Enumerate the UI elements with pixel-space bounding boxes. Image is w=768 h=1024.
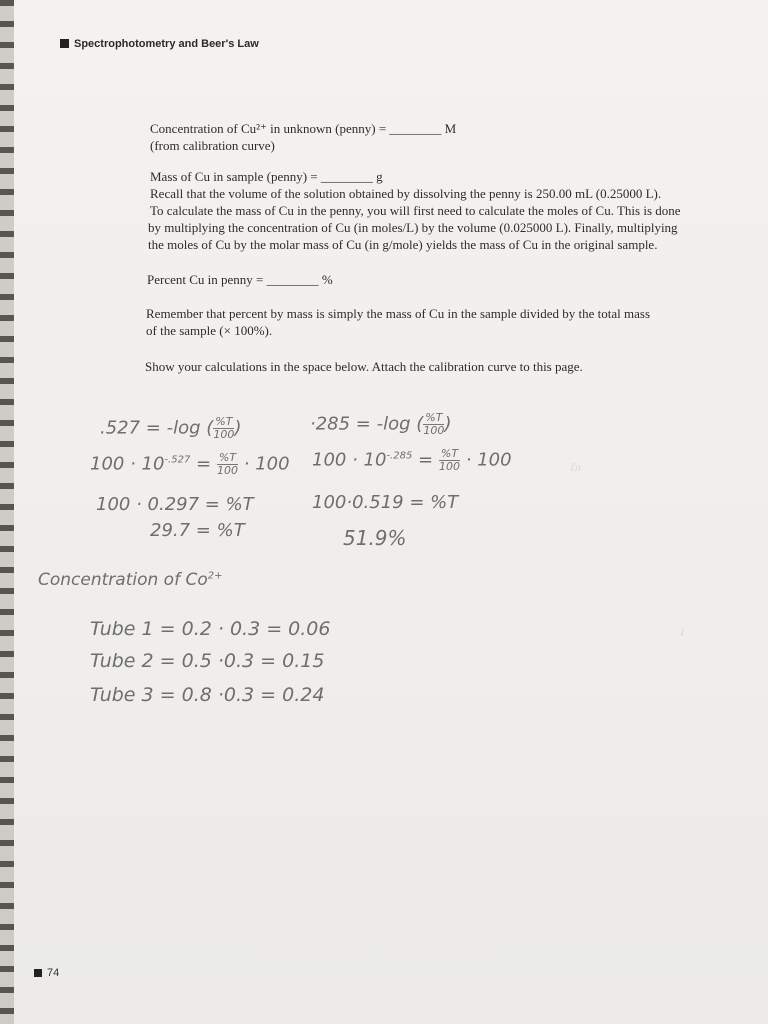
handwritten-concentration-heading <box>38 570 222 590</box>
left-l2-equals: = <box>196 453 212 475</box>
handwritten-right-line-4: 51.9% <box>343 526 407 550</box>
right-l2-multiplier: · 100 <box>465 449 512 471</box>
left-l1-close: ) <box>234 417 242 439</box>
bleed-through-mark: I <box>680 625 684 639</box>
recall-line-3: by multiplying the concentration of Cu (in moles/L) by the volume (0.025000 L). Finally, multiplying <box>148 220 678 235</box>
recall-line-1: Recall that the volume of the solution obtained by dissolving the penny is 250.00 mL (0.25000 L). <box>150 186 662 201</box>
right-l2-fraction <box>439 448 460 473</box>
bleed-through-mark: ℓn <box>570 460 581 474</box>
fraction-numerator: %T <box>218 451 237 464</box>
fraction-denominator: 100 <box>423 424 445 437</box>
left-l1-text: .527 = -log ( <box>100 417 214 439</box>
handwritten-left-line-4: 29.7 = %T <box>150 520 245 541</box>
right-l2-equals: = <box>418 449 434 471</box>
concentration-heading-superscript: 2+ <box>207 570 223 582</box>
header-title: Spectrophotometry and Beer's Law <box>74 38 259 50</box>
handwritten-left-line-3: 100 · 0.297 = %T <box>96 494 254 515</box>
fraction-numerator: %T <box>440 447 459 460</box>
page-header <box>60 38 259 50</box>
recall-line-2: To calculate the mass of Cu in the penny, you will first need to calculate the moles of Cu. This is done <box>150 203 681 218</box>
header-square-icon <box>60 39 69 48</box>
fraction-numerator: %T <box>215 415 233 428</box>
footer-square-icon <box>34 969 42 977</box>
handwritten-tube-3: Tube 3 = 0.8 ·0.3 = 0.24 <box>90 684 325 706</box>
handwritten-right-line-1 <box>310 412 452 437</box>
recall-line-4: the moles of Cu by the molar mass of Cu (in g/mole) yields the mass of Cu in the original sample. <box>148 237 658 252</box>
fraction-denominator: 100 <box>216 464 238 477</box>
page-footer <box>34 967 59 979</box>
right-l1-close: ) <box>444 413 452 435</box>
concentration-heading-text: Concentration of Co <box>38 570 208 590</box>
right-l2-exponent: -.285 <box>386 450 413 462</box>
spiral-binding <box>0 0 14 1024</box>
concentration-subline: (from calibration curve) <box>150 138 275 153</box>
left-l2-text: 100 · 10 <box>90 453 165 475</box>
handwritten-tube-1: Tube 1 = 0.2 · 0.3 = 0.06 <box>90 618 331 640</box>
left-l2-exponent: -.527 <box>164 454 191 466</box>
fraction-numerator: %T <box>425 411 443 424</box>
remember-line-1: Remember that percent by mass is simply the mass of Cu in the sample divided by the total mass <box>146 306 651 321</box>
mass-line: Mass of Cu in sample (penny) = ________ g <box>150 169 383 184</box>
fraction-denominator: 100 <box>213 428 235 441</box>
left-l2-fraction <box>217 452 238 477</box>
instructions-line: Show your calculations in the space below. Attach the calibration curve to this page. <box>145 359 583 374</box>
handwritten-tube-2: Tube 2 = 0.5 ·0.3 = 0.15 <box>90 650 325 672</box>
remember-line-2: of the sample (× 100%). <box>146 323 273 338</box>
handwritten-left-line-1 <box>100 416 242 441</box>
right-l1-fraction <box>423 412 444 437</box>
left-l1-fraction <box>213 416 234 441</box>
handwritten-left-line-2 <box>90 452 290 477</box>
fraction-denominator: 100 <box>438 460 460 473</box>
page-number: 74 <box>47 967 60 979</box>
percent-line: Percent Cu in penny = ________ % <box>147 272 333 287</box>
right-l1-text: ·285 = -log ( <box>310 413 424 435</box>
handwritten-right-line-2 <box>312 448 512 473</box>
concentration-line: Concentration of Cu²⁺ in unknown (penny) = ________ M <box>150 121 457 136</box>
handwritten-right-line-3: 100·0.519 = %T <box>312 492 459 513</box>
left-l2-multiplier: · 100 <box>243 453 290 475</box>
right-l2-text: 100 · 10 <box>312 449 387 471</box>
